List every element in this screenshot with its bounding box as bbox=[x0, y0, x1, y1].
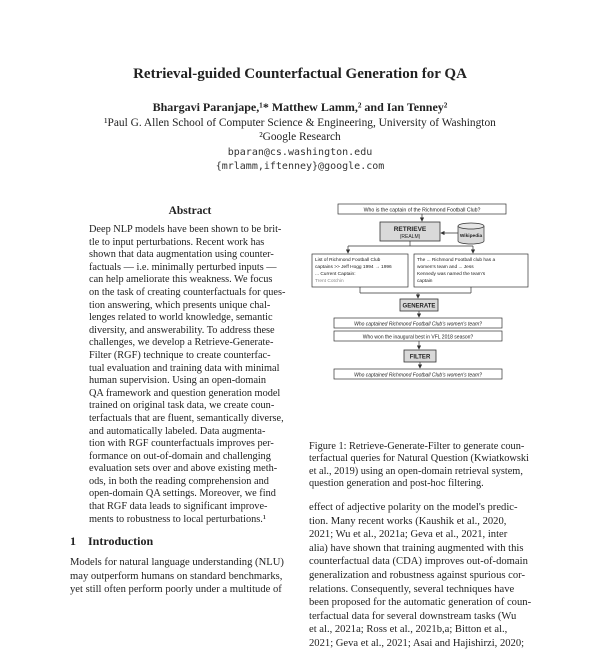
body-line: 2021; Geva et al., 2021; Asai and Hajishirzi, 2020; bbox=[309, 637, 525, 649]
caption-line: terfactual queries for Natural Question (Kwiatkowski bbox=[309, 453, 529, 465]
body-line: generalization and robustness against spurious cor- bbox=[309, 569, 526, 581]
passage-right-line: The ... Richmond Football club has a bbox=[417, 258, 496, 263]
final-question-text: Who captained Richmond Football Club's women's team? bbox=[354, 372, 482, 379]
section-heading-introduction bbox=[70, 534, 153, 549]
abstract-line: challenges, we develop a Retrieve-Generate- bbox=[89, 337, 274, 349]
retrieve-label: RETRIEVE bbox=[393, 226, 427, 233]
abstract-line: diversity, and answerability. To address these bbox=[89, 324, 275, 336]
abstract-line: tion with RGF counterfactuals improves per- bbox=[89, 438, 274, 450]
body-line: effect of adjective polarity on the model's predic- bbox=[309, 502, 518, 513]
abstract-line: and automatically labeled. Data augmenta- bbox=[89, 425, 266, 437]
filter-label: FILTER bbox=[409, 354, 431, 361]
wikipedia-label: Wikipedia bbox=[459, 234, 483, 239]
body-line: 2021; Wu et al., 2021a; Geva et al., 2021, inter bbox=[309, 529, 508, 541]
abstract-line: shown that data augmentation using counter- bbox=[89, 249, 274, 261]
abstract-line: trained on original task data, we create coun- bbox=[89, 400, 275, 412]
abstract-line: ments to robustness to local perturbations.¹ bbox=[89, 513, 266, 525]
abstract-line: tle to input perturbations. Recent work has bbox=[89, 236, 265, 248]
abstract-heading: Abstract bbox=[168, 205, 212, 217]
generated-question-1: Who captained Richmond Football Club's women's team? bbox=[354, 321, 482, 328]
abstract-body bbox=[89, 224, 293, 526]
body-line: terfactual data for several downstream tasks (Wu bbox=[309, 610, 517, 622]
caption-line: Figure 1: Retrieve-Generate-Filter to generate coun- bbox=[309, 441, 525, 452]
introduction-body bbox=[70, 556, 294, 597]
body-line: alia) have shown that training augmented with this bbox=[309, 542, 524, 554]
passage-right-line: Kennedy was named the team's bbox=[417, 272, 486, 277]
abstract-line: open-domain QA settings. Moreover, we find bbox=[89, 488, 276, 500]
abstract-line: QA framework and question generation model bbox=[89, 387, 281, 399]
abstract-line: ods, in both the reading comprehension and bbox=[89, 475, 269, 487]
intro-line: may outperform humans on standard benchmarks, bbox=[70, 570, 283, 582]
right-column-body bbox=[309, 501, 533, 651]
intro-line: Models for natural language understanding (NLU) bbox=[70, 557, 284, 568]
retrieve-sublabel: (REALM) bbox=[399, 234, 421, 240]
email-google: {mrlamm,iftenney}@google.com bbox=[215, 161, 385, 172]
author-list: Bhargavi Paranjape,¹* Matthew Lamm,² and Ian Tenney² bbox=[152, 100, 448, 114]
abstract-line: Deep NLP models have been shown to be brit- bbox=[89, 224, 282, 235]
intro-line: yet still often perform poorly under a multitude of bbox=[70, 584, 282, 596]
passage-left-line: captains >> Jeff Hogg 1994 → 1996 bbox=[315, 265, 392, 270]
passage-right-line: captain bbox=[417, 279, 433, 284]
body-line: relations. Consequently, several techniques have bbox=[309, 583, 515, 595]
abstract-line: lenges related to world knowledge, semantic bbox=[89, 312, 273, 324]
generated-question-2: Who won the inaugural best in VFL 2018 season? bbox=[362, 334, 474, 341]
caption-line: question generation and post-hoc filtering. bbox=[309, 478, 484, 490]
affiliation-uw: ¹Paul G. Allen School of Computer Science & Engineering, University of Washington bbox=[104, 117, 496, 129]
abstract-line: formance on out-of-domain and challenging bbox=[89, 450, 271, 462]
abstract-line: can help ameliorate this weakness. We focus bbox=[89, 274, 273, 286]
figure-1-caption bbox=[309, 441, 531, 491]
abstract-line: on the task of creating counterfactuals for ques- bbox=[89, 286, 286, 298]
section-title: Introduction bbox=[88, 534, 154, 548]
passage-left-line: List of Richmond Football Club bbox=[315, 258, 381, 263]
paper-title: Retrieval-guided Counterfactual Generation for QA bbox=[133, 66, 467, 82]
body-line: et al., 2021a; Ross et al., 2021b,a; Bitton et al., bbox=[309, 624, 508, 636]
abstract-line: that RGF data leads to significant improve- bbox=[89, 501, 268, 513]
passage-left-line: ... Current Captain: bbox=[315, 272, 356, 277]
affiliation-google: ²Google Research bbox=[259, 131, 341, 143]
passage-left-answer: Trent Cotchin bbox=[315, 279, 344, 284]
body-line: tion. Many recent works (Kaushik et al., 2020, bbox=[309, 515, 507, 527]
abstract-line: evaluation sets over and above existing meth- bbox=[89, 463, 278, 475]
body-line: been proposed for the automatic generation of coun- bbox=[309, 597, 532, 609]
section-number: 1 bbox=[70, 534, 76, 548]
input-question-text: Who is the captain of the Richmond Football Club? bbox=[363, 207, 481, 214]
abstract-line: factuals — i.e. minimally perturbed inputs — bbox=[89, 261, 277, 273]
abstract-line: tion answering, which presents unique chal- bbox=[89, 299, 271, 311]
email-uw: bparan@cs.washington.edu bbox=[227, 147, 373, 158]
caption-line: et al., 2019) using an open-domain retrieval system, bbox=[309, 465, 523, 477]
passage-right-line: women's team and ... Jess bbox=[417, 265, 474, 270]
abstract-line: Filter (RGF) technique to create counterfac- bbox=[89, 349, 271, 361]
generate-label: GENERATE bbox=[402, 303, 436, 310]
abstract-line: terfactuals that are fluent, semantically diverse, bbox=[89, 412, 284, 424]
abstract-line: tual evaluation and training data with minimal bbox=[89, 362, 280, 374]
abstract-line: human supervision. Using an open-domain bbox=[89, 375, 267, 387]
figure-1-diagram bbox=[308, 202, 534, 432]
body-line: counterfactual data (CDA) improves out-of-domain bbox=[309, 556, 528, 568]
